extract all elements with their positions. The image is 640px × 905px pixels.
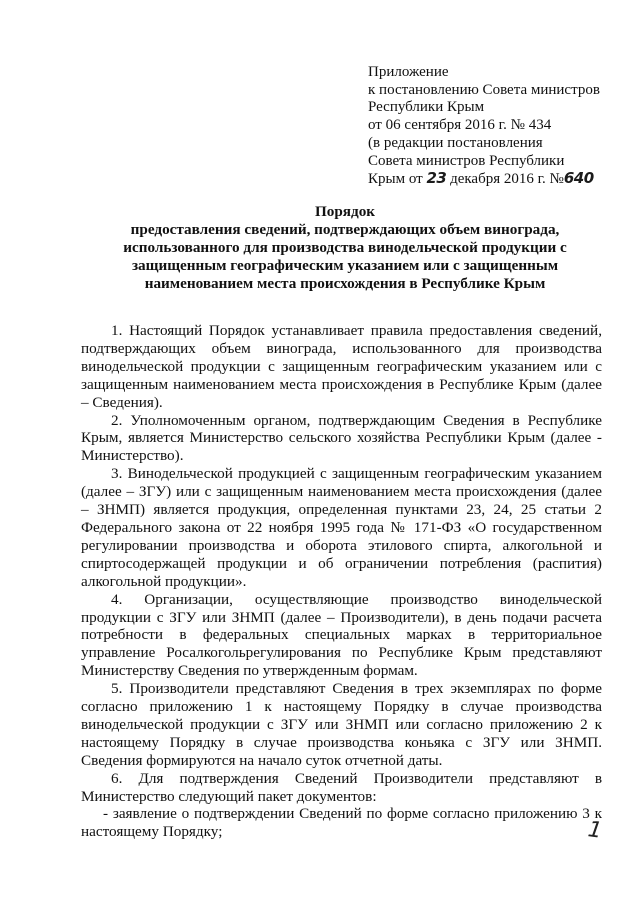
paragraph-1: 1. Настоящий Порядок устанавливает правила предоставления сведений, подтверждающих объем винограда, использованного для производства винодельческой продукции с защищенным географическим указанием или с защищенным наименованием места происхождения в Республике Крым (далее – Сведения). — [81, 322, 602, 411]
paragraph-4: 4. Организации, осуществляющие производство винодельческой продукции с ЗГУ или ЗНМП (далее – Производители), в день подачи расчета потребности в федеральных специальных марках в территориальное управление Росалкогольрегулирования по Республике Крым представляют Министерству Сведения по утвержденным формам. — [81, 590, 602, 680]
annex-header — [368, 64, 618, 189]
annex-line: (в редакции постановления — [368, 134, 543, 151]
annex-line: Совета министров Республики — [368, 152, 565, 169]
title-line: наименованием места происхождения в Республике Крым — [144, 275, 546, 292]
handwritten-number: 640 — [563, 169, 594, 188]
title-line: использованного для производства винодельческой продукции с — [123, 239, 567, 256]
annex-line: Республики Крым — [368, 99, 485, 116]
title-line: защищенным географическим указанием или с защищенным — [131, 257, 559, 274]
paragraph-5: 5. Производители представляют Сведения в трех экземплярах по форме согласно приложению 1 к настоящему Порядку в случае производства винодельческой продукции с ЗГУ или ЗНМП или согласно приложению 2 к настоящему Порядку в случае производства коньяка с ЗГУ или ЗНМП. Сведения формируются на начало суток отчетной даты. — [81, 680, 602, 769]
list-item: - заявление о подтверждении Сведений по форме согласно приложению 3 к настоящему Порядку; — [81, 805, 602, 841]
paragraph-6: 6. Для подтверждения Сведений Производители представляют в Министерство следующий пакет документов: — [81, 769, 602, 805]
annex-date-line — [368, 170, 618, 189]
annex-line: от 06 сентября 2016 г. № 434 — [368, 117, 552, 134]
document-title — [90, 203, 600, 293]
title-line: Порядок — [314, 203, 376, 220]
annex-line: Приложение — [368, 64, 449, 80]
document-body — [81, 322, 602, 841]
handwritten-day: 23 — [426, 169, 447, 188]
paragraph-2: 2. Уполномоченным органом, подтверждающим Сведения в Республике Крым, является Министерство сельского хозяйства Республики Крым (далее - Министерство). — [81, 411, 602, 465]
annex-line: к постановлению Совета министров — [368, 81, 600, 98]
page-number: 1 — [586, 817, 604, 844]
annex-date-prefix: Крым от — [368, 171, 427, 188]
title-line: предоставления сведений, подтверждающих объем винограда, — [130, 221, 560, 238]
annex-date-middle: декабря 2016 г. № — [446, 171, 564, 188]
paragraph-3: 3. Винодельческой продукцией с защищенным географическим указанием (далее – ЗГУ) или с защищенным наименованием места происхождения (далее – ЗНМП) является продукция, определенная пунктами 23, 24, 25 статьи 2 Федерального закона от 22 ноября 1995 года № 171-ФЗ «О государственном регулировании производства и оборота этилового спирта, алкогольной и спиртосодержащей продукции и об ограничении потребления (распития) алкогольной продукции». — [81, 465, 602, 590]
